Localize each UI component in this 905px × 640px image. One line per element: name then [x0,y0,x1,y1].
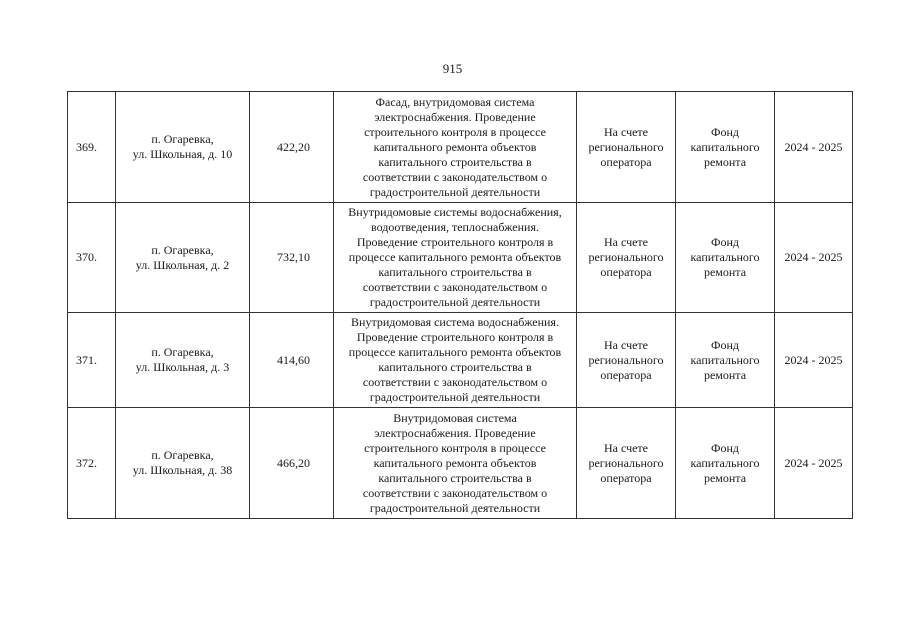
account-line: оператора [600,265,652,279]
fund-line: Фонд [710,440,739,455]
work-line: Проведение строительного контроля в [356,330,554,344]
period-cell: 2024 - 2025 [775,408,853,519]
address-cell [116,203,250,313]
account-line: На счете [603,440,648,455]
fund-cell [676,408,775,519]
period-cell: 2024 - 2025 [775,313,853,408]
fund-line: Фонд [710,235,739,249]
area-value: 414,60 [250,313,334,408]
work-line: электроснабжения. Проведение [374,109,536,124]
work-line: строительного контроля в процессе [364,440,546,455]
account-line: На счете [603,235,648,249]
period-cell: 2024 - 2025 [775,203,853,313]
work-line: капитального ремонта объектов [373,455,537,470]
fund-cell [676,203,775,313]
work-description-cell [334,203,577,313]
address-cell [116,408,250,519]
work-description-cell [334,313,577,408]
address-line: п. Огаревка, [151,345,214,359]
work-line: Внутридомовые системы водоснабжения, [348,205,562,219]
fund-line: капитального [690,139,760,154]
period-cell: 2024 - 2025 [775,92,853,203]
account-line: оператора [600,367,652,382]
work-line: соответствии с законодательством о [362,485,548,500]
row-number: 369. [68,92,116,203]
fund-line: ремонта [703,470,747,485]
address-cell [116,92,250,203]
work-line: Фасад, внутридомовая система [375,94,535,109]
account-line: оператора [600,154,652,169]
fund-cell [676,92,775,203]
work-line: капитального ремонта объектов [373,139,537,154]
account-line: На счете [603,124,648,139]
table-row [68,408,853,519]
account-line: регионального [588,139,664,154]
work-line: соответствии с законодательством о [362,280,548,294]
address-line: п. Огаревка, [151,132,214,146]
work-line: электроснабжения. Проведение [374,425,536,440]
work-line: градостроительной деятельности [369,390,541,404]
address-line: п. Огаревка, [151,242,214,257]
page-number: 915 [442,61,463,76]
fund-line: ремонта [703,154,747,169]
address-line: ул. Школьная, д. 38 [132,463,233,477]
address-line: ул. Школьная, д. 10 [132,147,233,161]
area-value: 422,20 [250,92,334,203]
table-row [68,313,853,408]
fund-line: ремонта [703,265,747,279]
address-line: ул. Школьная, д. 2 [135,257,230,272]
account-line: На счете [603,337,648,352]
work-line: процессе капитального ремонта объектов [348,345,562,359]
work-line: процессе капитального ремонта объектов [348,250,562,264]
work-line: строительного контроля в процессе [364,124,546,139]
table-row [68,203,853,313]
work-line: Проведение строительного контроля в [356,235,554,249]
work-line: соответствии с законодательством о [362,169,548,184]
fund-cell [676,313,775,408]
work-description-cell [334,408,577,519]
work-line: соответствии с законодательством о [362,375,548,389]
capital-repair-table [67,91,853,519]
work-line: водоотведения, теплоснабжения. [371,220,539,234]
work-line: капитального строительства в [378,470,532,485]
fund-line: капитального [690,352,760,367]
account-cell [577,203,676,313]
work-line: Внутридомовая система водоснабжения. [351,315,559,329]
account-line: регионального [588,455,664,470]
row-number: 371. [68,313,116,408]
work-description-cell [334,92,577,203]
work-line: градостроительной деятельности [369,184,541,199]
account-line: регионального [588,352,664,367]
work-line: градостроительной деятельности [369,500,541,515]
work-line: капитального строительства в [378,154,532,169]
address-cell [116,313,250,408]
work-line: капитального строительства в [378,265,532,279]
address-line: п. Огаревка, [151,448,214,462]
fund-line: ремонта [703,367,747,382]
area-value: 732,10 [250,203,334,313]
row-number: 372. [68,408,116,519]
account-cell [577,313,676,408]
account-cell [577,92,676,203]
row-number: 370. [68,203,116,313]
fund-line: капитального [690,455,760,470]
address-line: ул. Школьная, д. 3 [135,360,230,374]
area-value: 466,20 [250,408,334,519]
table-row [68,92,853,203]
account-line: регионального [588,250,664,264]
fund-line: капитального [690,250,760,264]
fund-line: Фонд [710,124,739,139]
work-line: градостроительной деятельности [369,295,541,309]
account-cell [577,408,676,519]
work-line: капитального строительства в [378,360,532,374]
account-line: оператора [600,470,652,485]
work-line: Внутридомовая система [393,410,517,425]
fund-line: Фонд [710,337,739,352]
